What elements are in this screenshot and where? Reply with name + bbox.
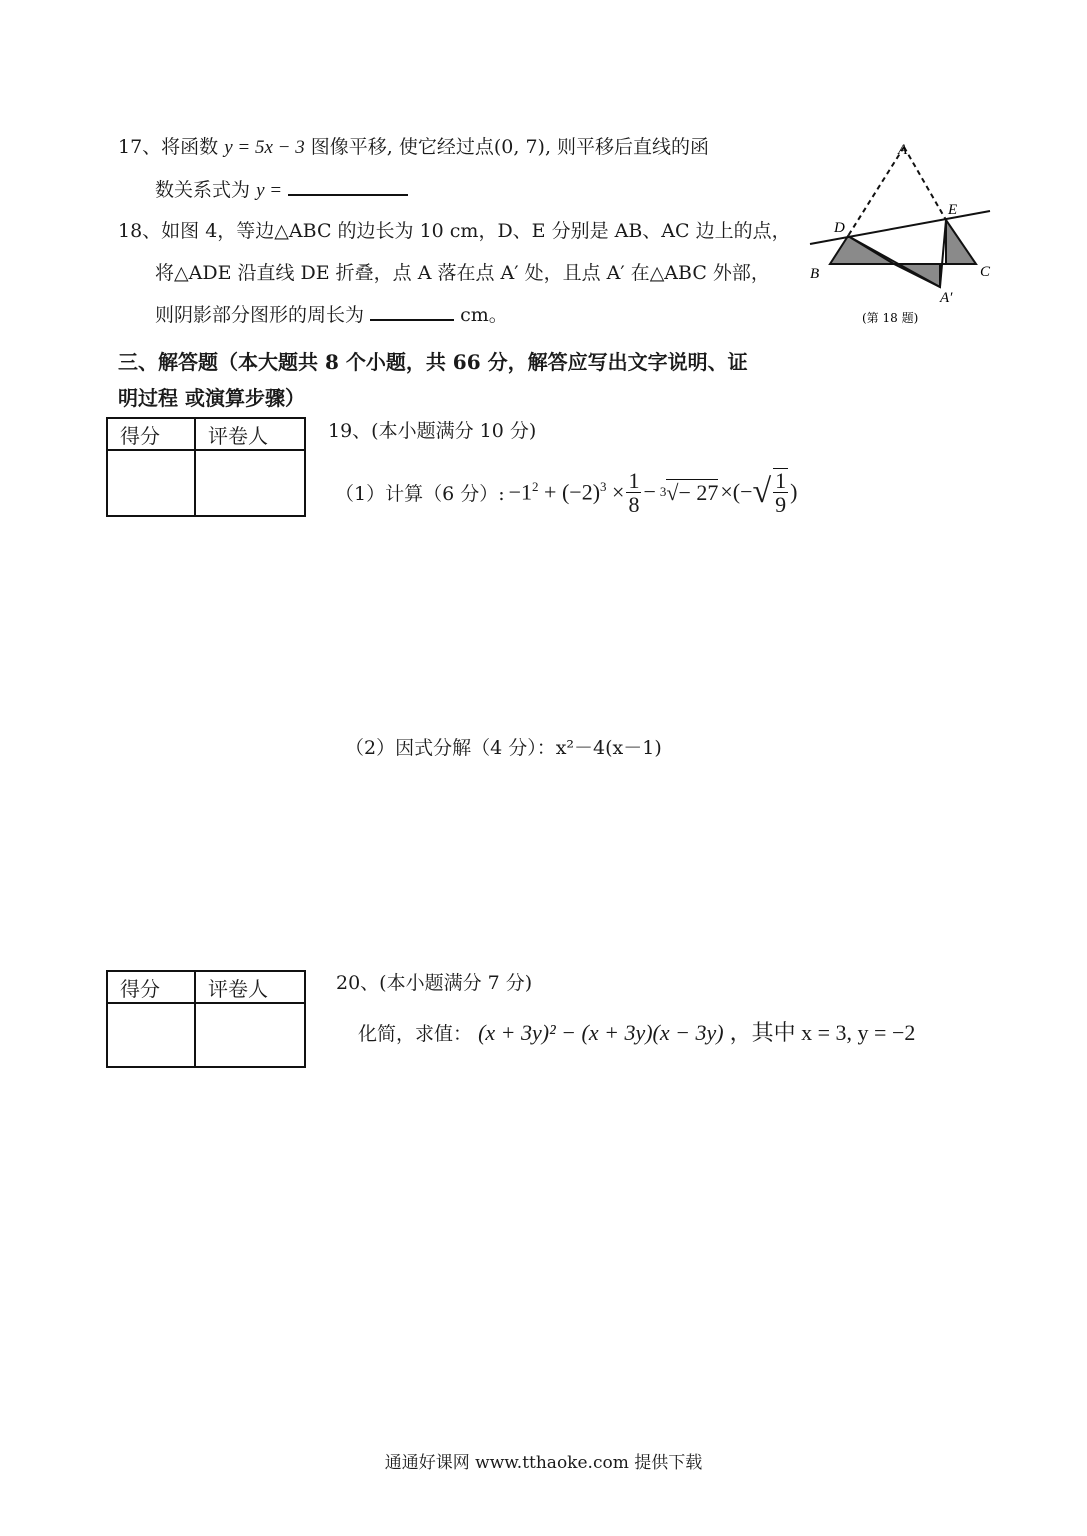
q20-condition: ，其中 x = 3, y = −2: [729, 1020, 916, 1045]
section3-heading-line2: 明过程 或演算步骤）: [118, 386, 305, 410]
q20-text-before: 化简，求值：: [358, 1023, 473, 1045]
q18-line2: 将△ADE 沿直线 DE 折叠，点 A 落在点 A′ 处，且点 A′ 在△ABC 外部，: [155, 262, 770, 284]
grader-header: 评卷人: [195, 971, 305, 1003]
label-A-prime: A′: [940, 290, 953, 306]
page-footer: 通通好课网 www.tthaoke.com 提供下载: [384, 1453, 703, 1473]
q19-part2: （2）因式分解（4 分）：x²－4(x－1): [345, 737, 662, 759]
section3-heading-line1: 三、解答题（本大题共 8 个小题，共 66 分，解答应写出文字说明、证: [118, 350, 748, 374]
sqrt-one-ninth: $\frac{1}{9}$: [775, 468, 787, 518]
q17-function: y = 5x − 3: [224, 137, 305, 158]
cube-root: √− 27: [666, 479, 719, 505]
figure-caption: (第 18 题): [862, 311, 919, 325]
shaded-region-right: [946, 220, 976, 264]
q18-line3: 则阴影部分图形的周长为 cm。: [155, 304, 508, 326]
grader-header: 评卷人: [195, 418, 305, 450]
side-AE-dashed: [904, 147, 946, 220]
label-D: D: [834, 220, 845, 236]
score-table-q19: [106, 417, 306, 517]
score-table-q20: [106, 970, 306, 1068]
label-B: B: [810, 266, 820, 282]
q17-label: 17、将函数: [118, 136, 219, 158]
q20-title: 20、(本小题满分 7 分): [336, 972, 533, 994]
score-cell[interactable]: [107, 450, 195, 516]
q18-line1: 18、如图 4，等边△ABC 的边长为 10 cm，D、E 分别是 AB、AC 边上的点，: [118, 220, 791, 242]
q18-answer-blank[interactable]: [370, 319, 454, 321]
q17-line2-text: 数关系式为: [155, 179, 251, 201]
grader-cell[interactable]: [195, 1003, 305, 1067]
grader-cell[interactable]: [195, 450, 305, 516]
score-header: 得分: [107, 971, 195, 1003]
label-A: A: [898, 142, 908, 158]
q20-body: [358, 1016, 915, 1047]
q19-title: 19、(本小题满分 10 分): [328, 420, 537, 442]
q17-line2: [155, 175, 408, 202]
fraction-one-eighth: $\frac{1}{8}$: [628, 467, 640, 517]
q17-y-eq: y =: [256, 180, 283, 201]
shaded-region-left: [830, 236, 894, 264]
score-header: 得分: [107, 418, 195, 450]
label-C: C: [980, 264, 991, 280]
q18-figure: [800, 132, 1010, 332]
q19-part1: [335, 468, 798, 516]
score-cell[interactable]: [107, 1003, 195, 1067]
q20-expression: (x + 3y)² − (x + 3y)(x − 3y): [478, 1020, 724, 1045]
label-E: E: [948, 202, 958, 218]
q19-part1-expression: $-1^2 + (-2)^3$ × $\frac{1}{8}$ − 3 √− 27 ×(− √ $\frac{1}{9}$ ): [508, 467, 798, 518]
q19-part1-label: （1）计算（6 分）:: [335, 482, 505, 505]
side-AB-dashed: [848, 147, 904, 236]
q17-answer-blank[interactable]: [288, 194, 408, 196]
q17-text: 图像平移, 使它经过点(0, 7), 则平移后直线的函: [310, 136, 710, 158]
q17-line1: [118, 132, 709, 159]
